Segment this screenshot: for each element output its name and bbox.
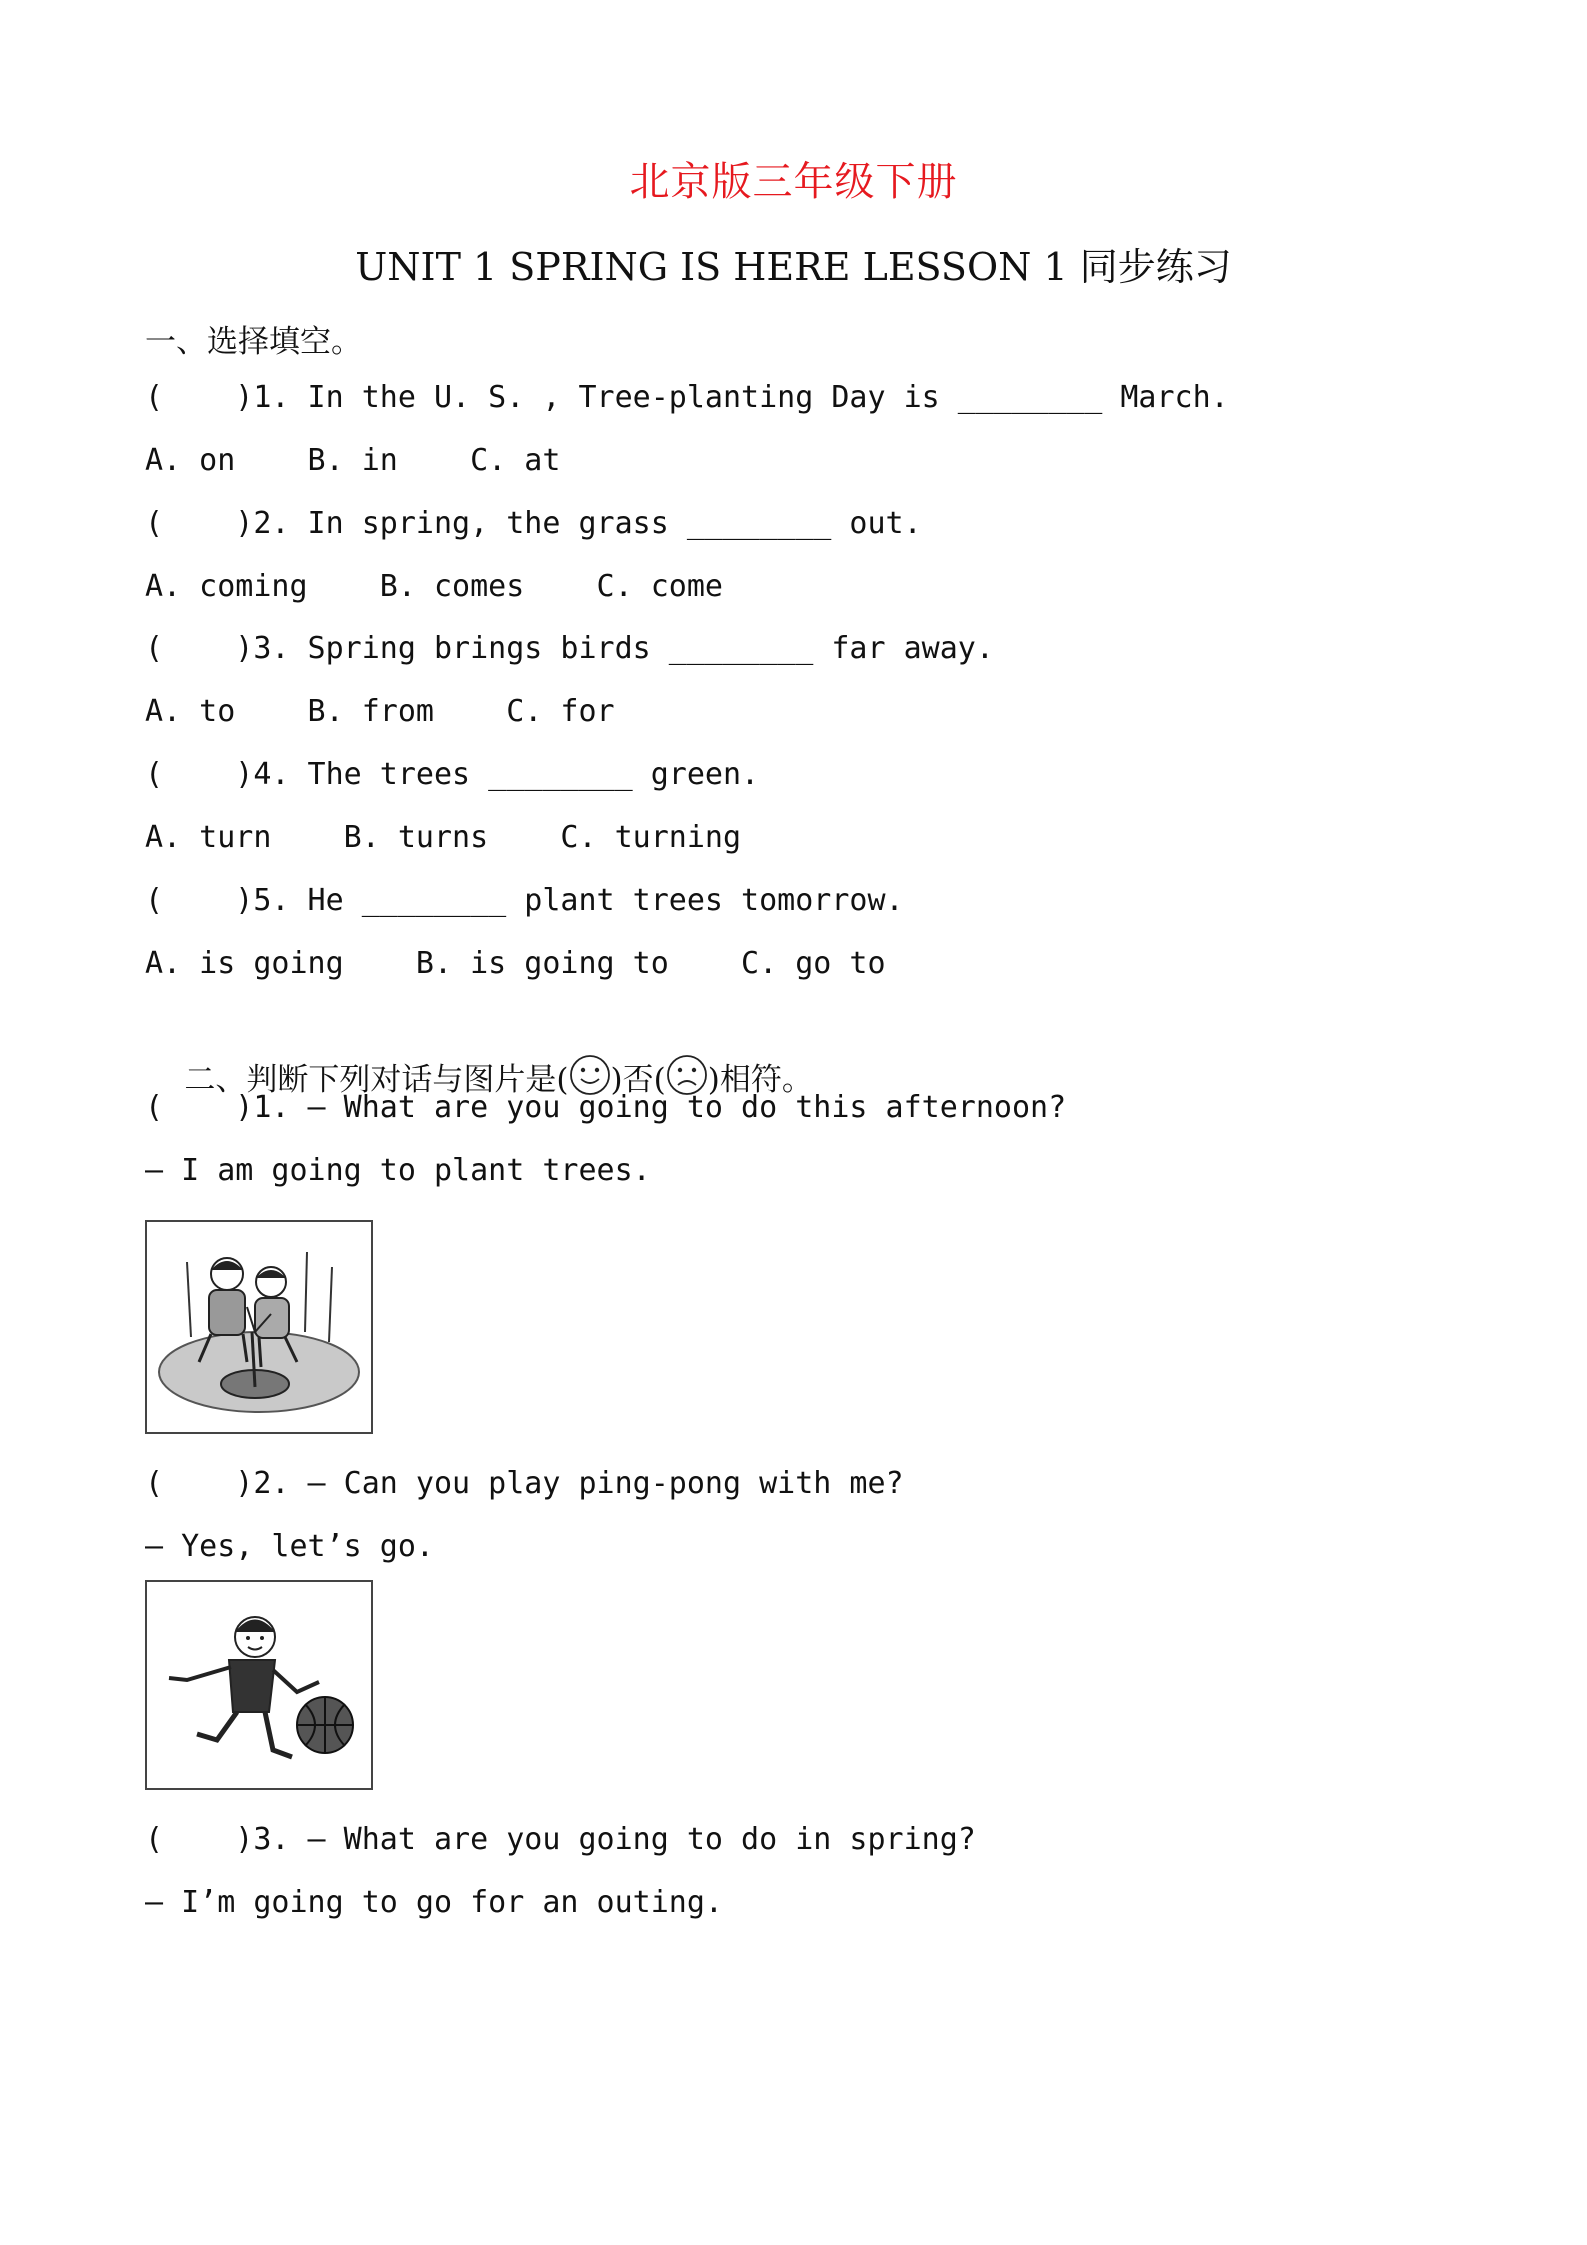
question-1-options: A. on B. in C. at (145, 443, 561, 478)
question-3-options: A. to B. from C. for (145, 694, 615, 729)
worksheet-subtitle: UNIT 1 SPRING IS HERE LESSON 1 同步练习 (355, 245, 1232, 289)
question-4-options: A. turn B. turns C. turning (145, 820, 742, 855)
judge-item-3-question: ( )3. — What are you going to do in spring? (145, 1822, 976, 1857)
judge-item-1-answer: — I am going to plant trees. (145, 1153, 651, 1188)
question-3-stem: ( )3. Spring brings birds ________ far away. (145, 631, 994, 666)
question-5-options: A. is going B. is going to C. go to (145, 946, 886, 981)
section2-heading-part3: )相符。 (707, 1062, 813, 1098)
question-4-stem: ( )4. The trees ________ green. (145, 757, 760, 792)
judge-item-2-answer: — Yes, let’s go. (145, 1529, 434, 1564)
boy-playing-basketball-picture (145, 1580, 373, 1790)
children-planting-tree-picture (145, 1220, 373, 1434)
judge-item-1-question: ( )1. — What are you going to do this afternoon? (145, 1090, 1067, 1125)
judge-item-3-answer: — I’m going to go for an outing. (145, 1885, 723, 1920)
judge-item-2-question: ( )2. — Can you play ping-pong with me? (145, 1466, 904, 1501)
question-1-stem: ( )1. In the U. S. , Tree-planting Day is ________ March. (145, 380, 1229, 415)
section2-heading-part2: )否( (610, 1062, 666, 1098)
question-2-stem: ( )2. In spring, the grass ________ out. (145, 506, 922, 541)
section1-heading: 一、选择填空。 (145, 324, 362, 360)
section2-heading-part1: 二、判断下列对话与图片是( (184, 1062, 569, 1098)
question-5-stem: ( )5. He ________ plant trees tomorrow. (145, 883, 904, 918)
worksheet-title: 北京版三年级下册 (629, 159, 958, 205)
question-2-options: A. coming B. comes C. come (145, 569, 723, 604)
